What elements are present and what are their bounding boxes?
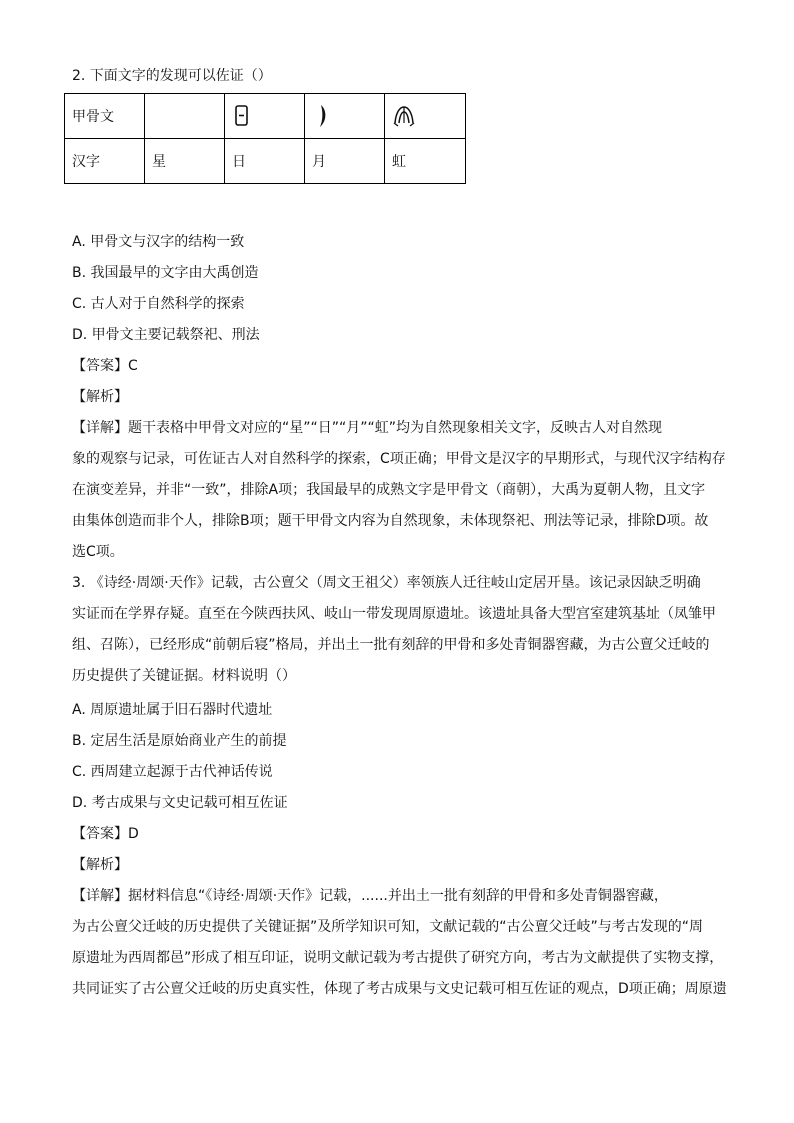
q3-option-c: C. 西周建立起源于古代神话传说: [72, 764, 273, 780]
stem-line: 组、召陈），已经形成“前朝后寝”格局，并出土一批有刻辞的甲骨和多处青铜器窖藏，为古公亶父迁岐的: [72, 637, 710, 653]
oracle-yue-icon: [312, 103, 384, 129]
stem-line: 实证而在学界存疑。直至在今陕西扶风、岐山一带发现周原遗址。该遗址具备大型宫室建筑基址（凤雏甲: [72, 606, 716, 622]
q2-option-d: D. 甲骨文主要记载祭祀、刑法: [72, 327, 260, 343]
q2-option-b: B. 我国最早的文字由大禹创造: [72, 265, 259, 281]
q2-answer: 【答案】C: [72, 358, 138, 374]
hanzi-cell: 虹: [385, 139, 466, 184]
detail-line: 由集体创造而非个人，排除B项；题干甲骨文内容为自然现象，未体现祭祀、刑法等记录，排除D项。故: [72, 513, 709, 529]
detail-line: 为古公亶父迁岐的历史提供了关键证据”及所学知识可知，文献记载的“古公亶父迁岐”与考古发现的“周: [72, 919, 704, 935]
q3-option-b: B. 定居生活是原始商业产生的前提: [72, 733, 287, 749]
hanzi-cell: 日: [225, 139, 305, 184]
glyph-cell-yue: [305, 94, 385, 139]
empty-cell: [145, 94, 225, 139]
q3-analysis-label: 【解析】: [72, 857, 128, 873]
q2-option-c: C. 古人对于自然科学的探索: [72, 296, 245, 312]
stem-line: 历史提供了关键证据。材料说明（）: [72, 668, 296, 684]
q3-option-d: D. 考古成果与文史记载可相互佐证: [72, 795, 288, 811]
glyph-cell-ri: [225, 94, 305, 139]
q2-detail: [72, 413, 734, 568]
detail-line: 在演变差异，并非“一致”，排除A项；我国最早的成熟文字是甲骨文（商朝），大禹为夏朝人物，且文字: [72, 482, 706, 498]
detail-line: 原遗址为西周都邑”形成了相互印证，说明文献记载为考古提供了研究方向，考古为文献提供了实物支撑，: [72, 950, 724, 966]
q3-option-a: A. 周原遗址属于旧石器时代遗址: [72, 702, 273, 718]
q3-answer: 【答案】D: [72, 826, 139, 842]
detail-line: 共同证实了古公亶父迁岐的历史真实性，体现了考古成果与文史记载可相互佐证的观点，D项正确；周原遗: [72, 981, 727, 997]
table-row-oracle: [65, 94, 466, 139]
oracle-ri-icon: [232, 103, 304, 129]
detail-line: 象的观察与记录，可佐证古人对自然科学的探索，C项正确；甲骨文是汉字的早期形式，与现代汉字结构存: [72, 451, 726, 467]
q3-stem: [72, 568, 734, 692]
stem-line: 3. 《诗经·周颂·天作》记载，古公亶父（周文王祖父）率领族人迁往岐山定居开垦。该记录因缺乏明确: [72, 575, 701, 591]
oracle-bone-table: [64, 93, 466, 184]
hanzi-cell: 星: [145, 139, 225, 184]
q3-detail: [72, 881, 734, 1005]
oracle-hong-icon: [392, 103, 465, 129]
detail-line: 选C项。: [72, 544, 124, 560]
detail-line: 【详解】题干表格中甲骨文对应的“星”“日”“月”“虹”均为自然现象相关文字，反映古人对自然现: [72, 420, 663, 436]
hanzi-cell: 月: [305, 139, 385, 184]
q2-analysis-label: 【解析】: [72, 389, 128, 405]
q2-stem: 2. 下面文字的发现可以佐证（）: [72, 68, 272, 84]
q2-option-a: A. 甲骨文与汉字的结构一致: [72, 234, 245, 250]
row-label-oracle: 甲骨文: [65, 94, 145, 139]
glyph-cell-hong: [385, 94, 466, 139]
table-row-hanzi: [65, 139, 466, 184]
row-label-hanzi: 汉字: [65, 139, 145, 184]
detail-line: 【详解】据材料信息“《诗经·周颂·天作》记载，......并出土一批有刻辞的甲骨和多处青铜器窖藏，: [72, 888, 668, 904]
